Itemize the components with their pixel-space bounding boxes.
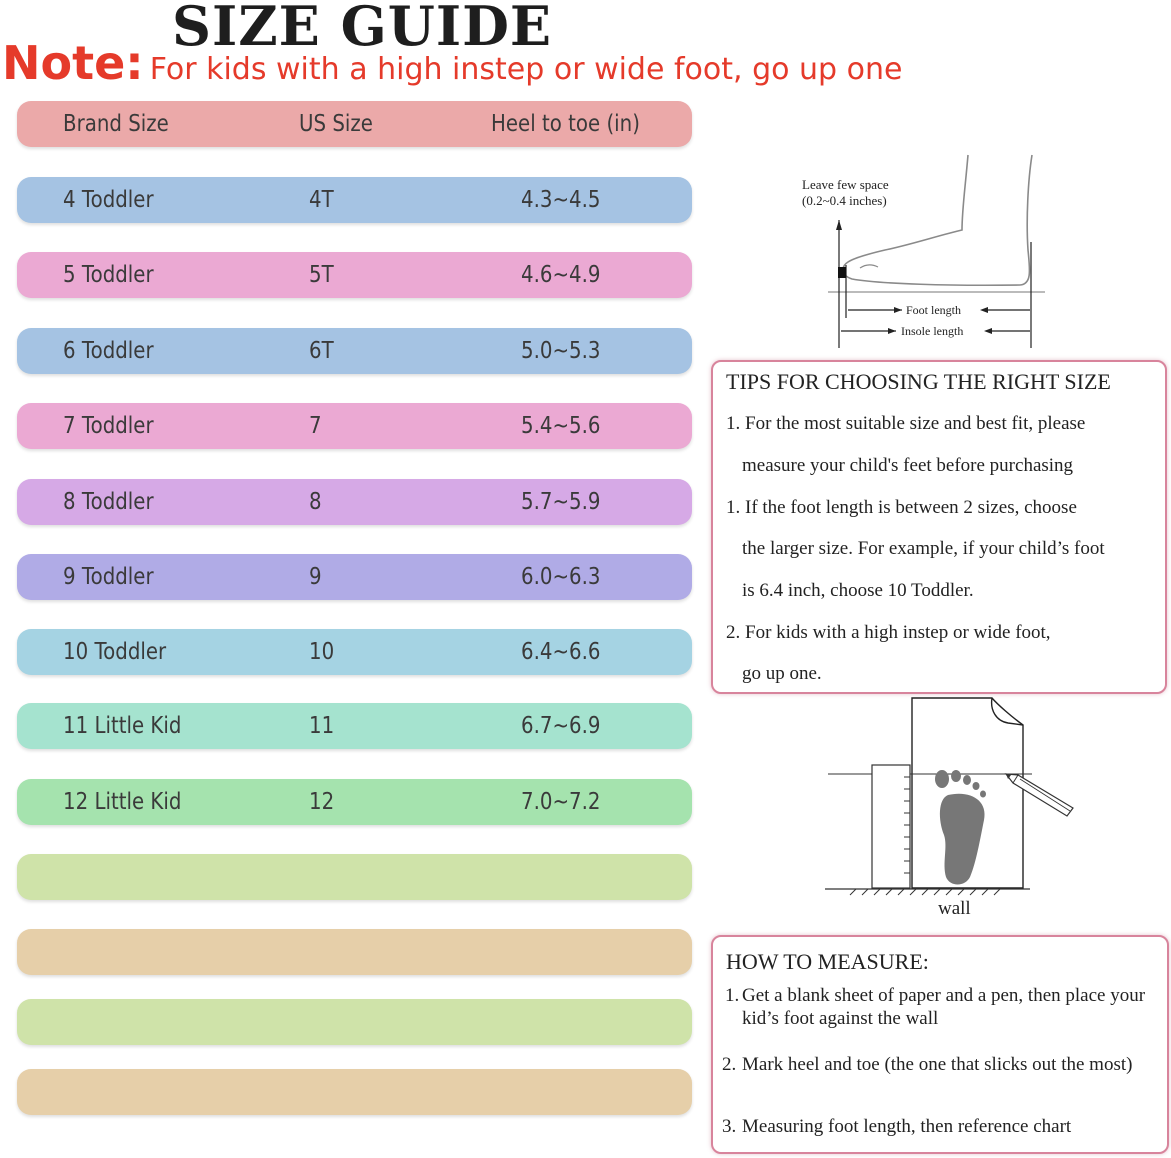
brand-size-cell: 4 Toddler xyxy=(63,187,154,213)
heel-to-toe-cell: 6.0~6.3 xyxy=(521,564,601,590)
heel-to-toe-cell: 4.3~4.5 xyxy=(521,187,601,213)
tip-line: go up one. xyxy=(742,663,822,684)
tip-line: is 6.4 inch, choose 10 Toddler. xyxy=(742,580,974,601)
brand-size-cell: 11 Little Kid xyxy=(63,713,182,739)
brand-size-cell: 10 Toddler xyxy=(63,639,167,665)
tip-line: 1. For the most suitable size and best fit, please xyxy=(726,413,1086,434)
heel-to-toe-cell: 6.4~6.6 xyxy=(521,639,601,665)
tip-line: measure your child's feet before purchasing xyxy=(742,455,1074,476)
header-heel-to-toe: Heel to toe (in) xyxy=(491,111,640,137)
measure-step xyxy=(722,1115,1152,1138)
heel-to-toe-cell: 7.0~7.2 xyxy=(521,789,601,815)
foot-length-diagram xyxy=(790,150,1060,355)
tip-line: 1. If the foot length is between 2 sizes, choose xyxy=(726,497,1077,518)
step-text: Get a blank sheet of paper and a pen, then place your kid’s foot against the wall xyxy=(742,985,1146,1029)
note-text: For kids with a high instep or wide foot, go up one xyxy=(149,52,903,87)
brand-size-cell: 8 Toddler xyxy=(63,489,154,515)
brand-size-cell: 12 Little Kid xyxy=(63,789,182,815)
us-size-cell: 4T xyxy=(309,187,334,213)
table-row xyxy=(17,252,692,298)
note-label: Note: xyxy=(2,36,144,90)
step-number: 2. xyxy=(722,1054,737,1075)
us-size-cell: 10 xyxy=(309,639,335,665)
brand-size-cell: 7 Toddler xyxy=(63,413,154,439)
foot-outline-icon xyxy=(843,155,1032,285)
heel-to-toe-cell: 6.7~6.9 xyxy=(521,713,601,739)
heel-to-toe-cell: 5.4~5.6 xyxy=(521,413,601,439)
wall-measure-diagram xyxy=(820,695,1085,923)
table-row xyxy=(17,403,692,449)
step-number: 1. xyxy=(725,985,740,1006)
brand-size-cell: 5 Toddler xyxy=(63,262,154,288)
step-text: Mark heel and toe (the one that slicks out the most) xyxy=(742,1054,1133,1075)
heel-to-toe-cell: 5.0~5.3 xyxy=(521,338,601,364)
us-size-cell: 8 xyxy=(309,489,322,515)
us-size-cell: 6T xyxy=(309,338,334,364)
step-text: Measuring foot length, then reference chart xyxy=(742,1116,1072,1137)
table-header xyxy=(17,101,692,147)
us-size-cell: 9 xyxy=(309,564,322,590)
table-row xyxy=(17,629,692,675)
space-label: Leave few space xyxy=(802,177,889,192)
empty-table-row xyxy=(17,854,692,900)
us-size-cell: 11 xyxy=(309,713,335,739)
table-row xyxy=(17,479,692,525)
table-row xyxy=(17,328,692,374)
how-to-measure-box xyxy=(711,935,1169,1154)
empty-table-row xyxy=(17,1069,692,1115)
wall-label: wall xyxy=(938,898,971,919)
heel-to-toe-cell: 5.7~5.9 xyxy=(521,489,601,515)
page-title: SIZE GUIDE xyxy=(172,0,553,58)
table-row xyxy=(17,703,692,749)
note xyxy=(2,36,902,90)
tips-box xyxy=(711,360,1167,694)
measure-heading: HOW TO MEASURE: xyxy=(726,949,929,974)
table-row xyxy=(17,177,692,223)
space-value: (0.2~0.4 inches) xyxy=(802,193,887,208)
header-brand-size: Brand Size xyxy=(63,111,169,137)
step-number: 3. xyxy=(722,1116,737,1137)
brand-size-cell: 9 Toddler xyxy=(63,564,154,590)
table-row xyxy=(17,554,692,600)
foot-length-label: Foot length xyxy=(906,303,962,317)
brand-size-cell: 6 Toddler xyxy=(63,338,154,364)
tip-line: 2. For kids with a high instep or wide foot, xyxy=(726,622,1051,643)
empty-table-row xyxy=(17,929,692,975)
table-row xyxy=(17,779,692,825)
us-size-cell: 7 xyxy=(309,413,322,439)
heel-to-toe-cell: 4.6~4.9 xyxy=(521,262,601,288)
empty-table-row xyxy=(17,999,692,1045)
measure-step xyxy=(722,1053,1152,1076)
tips-heading: TIPS FOR CHOOSING THE RIGHT SIZE xyxy=(726,369,1111,394)
toe-gap-marker xyxy=(838,267,846,278)
insole-length-label: Insole length xyxy=(901,324,964,338)
measure-step xyxy=(725,984,1155,1030)
us-size-cell: 5T xyxy=(309,262,334,288)
header-us-size: US Size xyxy=(299,111,373,137)
us-size-cell: 12 xyxy=(309,789,335,815)
tip-line: the larger size. For example, if your child’s foot xyxy=(742,538,1105,559)
